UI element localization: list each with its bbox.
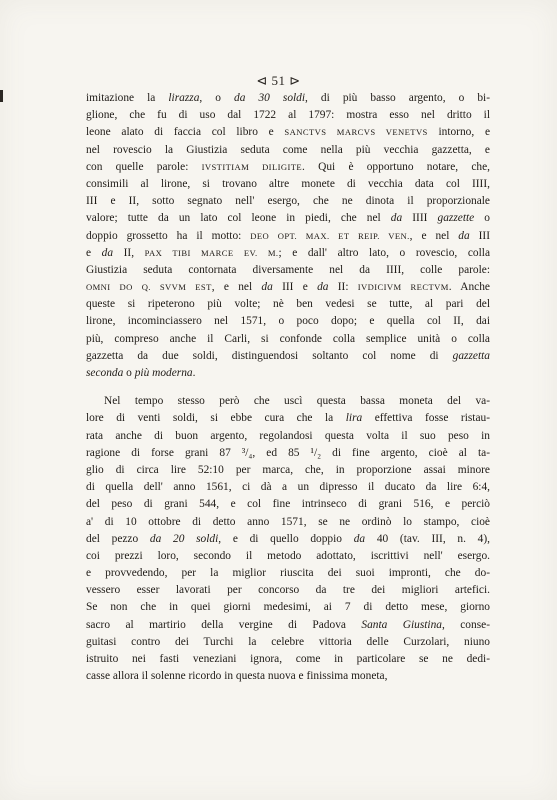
text-line: lore di venti soldi, si ebbe cura che la lira effettiva fosse ristau- (86, 412, 491, 425)
body-text (86, 90, 490, 685)
text-line: rata anche di buon argento, regolandosi questa volta il suo peso in (86, 429, 490, 442)
page-number: ⊲ 51 ⊳ (256, 73, 301, 88)
text-line: valore; tutte da un lato col leone in piedi, che nel da IIII gazzette o (86, 212, 490, 225)
paragraph-1 (86, 90, 490, 382)
text-line: con quelle parole: IVSTITIAM DILIGITE. Qui è opportuno notare, che, (86, 160, 490, 173)
text-line: leone alato di faccia col libro e SANCTVS MARCVS VENETVS intorno, e (86, 126, 490, 139)
text-line: a' di 10 ottobre di detto anno 1571, se ne ordinò lo stampo, cioè (86, 515, 490, 528)
paragraph-2 (86, 393, 490, 685)
text-line: imitazione la lirazza, o da 30 soldi, di più basso argento, o bi- (86, 92, 490, 104)
text-line: Se non che in quei giorni medesimi, ai 7 di detto mese, giorno (86, 601, 490, 614)
text-line: del peso di grani 544, e col fine intrinseco di grani 516, e perciò (86, 498, 490, 511)
text-line: gazzetta da due soldi, distinguendosi soltanto col nome di gazzetta (86, 349, 490, 362)
text-line: del pezzo da 20 soldi, e di quello doppio da 40 (tav. III, n. 4), (86, 532, 490, 545)
text-line: sacro al martirio della vergine di Padova Santa Giustina, conse- (86, 618, 490, 631)
text-line: più, compreso anche il Carli, si confonde colla semplice unità o colla (86, 332, 490, 345)
text-line: di quella dell' anno 1561, ci dà a un dipresso il ducato da lire 6:4, (86, 481, 490, 494)
page-edge-mark (0, 90, 3, 102)
text-line: OMNI DO Q. SVVM EST, e nel da III e da II: IVDICIVM RECTVM. Anche (86, 281, 490, 294)
text-line: queste si ripeterono più volte; nè ben vedesi se tutte, al pari del (86, 298, 490, 311)
paragraph-gap (86, 382, 490, 393)
text-line: e provvedendo, per la miglior riuscita dei suoi impronti, che do- (86, 567, 490, 580)
text-line: casse allora il solenne ricordo in questa nuova e finissima moneta, (86, 670, 388, 683)
text-line: ragione di forse grani 87 ³/₄, ed 85 ¹/₂ di fine argento, cioè al ta- (86, 446, 490, 459)
text-line: coi prezzi loro, secondo il metodo adottato, iscrittivi nell' esergo. (86, 549, 490, 562)
text-line: lirone, incominciassero nel 1571, o poco dopo; e quella col II, dai (86, 315, 490, 328)
text-line: glione, che fu di uso dal 1722 al 1797: mostra esso nel dritto il (86, 109, 490, 122)
text-line: Giustizia seduta contornata diversamente nel da IIII, colle parole: (86, 263, 490, 276)
text-line: vessero esser lavorati per concorso da tre dei migliori artefici. (86, 584, 490, 597)
text-line: Nel tempo stesso però che uscì questa bassa moneta del va- (104, 395, 490, 408)
text-line: guitasi contro dei Turchi la celebre vittoria delle Curzolari, niuno (86, 635, 490, 648)
text-line: III e II, sotto segnato nell' esergo, che ne dinota il proporzionale (86, 195, 490, 208)
text-line: glio di circa lire 52:10 per marca, che, in proporzione assai minore (86, 463, 490, 476)
text-line: doppio grossetto ha il motto: DEO OPT. MAX. ET REIP. VEN., e nel da III (86, 229, 490, 242)
text-line: seconda o più moderna. (86, 367, 196, 379)
text-line: e da II, PAX TIBI MARCE EV. M.; e dall' altro lato, o rovescio, colla (86, 246, 490, 259)
text-line: nel rovescio la Giustizia seduta come nella più vecchia gazzetta, e (86, 143, 490, 156)
text-line: consimili al lirone, si trovano altre monete di vecchia data col IIII, (86, 177, 490, 190)
text-line: istruito nei fasti veneziani ignora, come in particolare se ne dedi- (86, 653, 490, 665)
